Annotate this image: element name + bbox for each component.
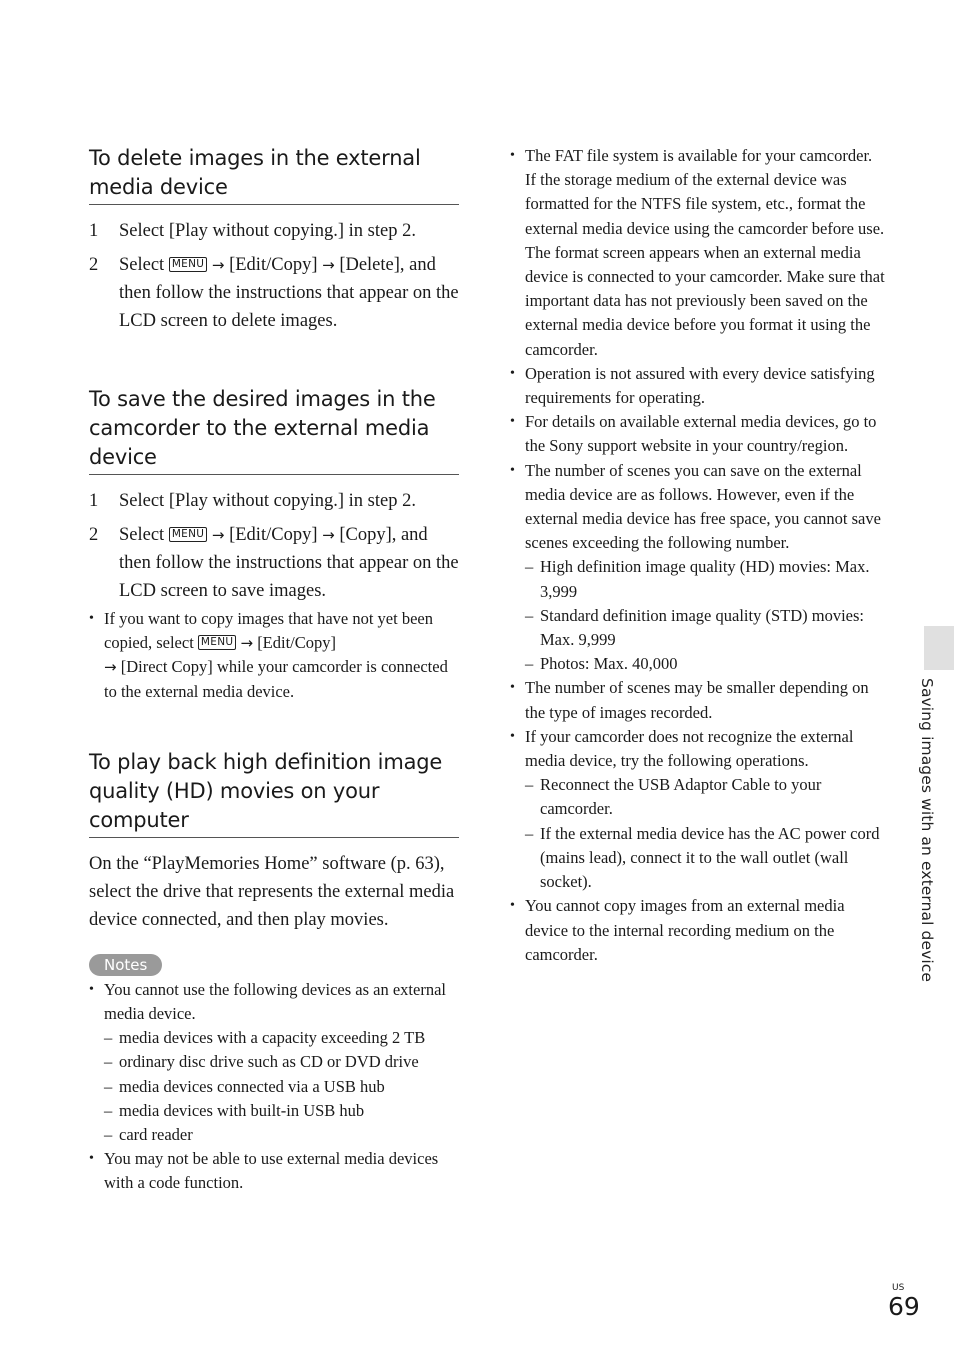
- list-item: • You cannot copy images from an external media device to the internal recording medium on the camcorder.: [510, 894, 885, 967]
- arrow-icon: →: [322, 256, 335, 274]
- page-number: 69: [888, 1292, 920, 1321]
- list-item: • The number of scenes you can save on the external media device are as follows. However, even if the external media device has free space, you cannot save scenes exceeding the following number. – High definition image quality (HD) movies: Max. 3,999 – Standard definition image quality (STD) movies: Max. 9,999 – Photos: Max. 40,000: [510, 459, 885, 677]
- step-2: 2 Select MENU → [Edit/Copy] → [Copy], and then follow the instructions that appear on the LCD screen to save images.: [89, 525, 459, 601]
- sub-list-item: – Photos: Max. 40,000: [525, 654, 678, 674]
- right-notes-list: [510, 144, 885, 967]
- section-heading-playback: To play back high definition image quality (HD) movies on your computer: [89, 748, 459, 838]
- list-item: • If you want to copy images that have not yet been copied, select MENU → [Edit/Copy] → [Direct Copy] while your camcorder is connected to the external media device.: [89, 607, 459, 704]
- arrow-icon: →: [211, 526, 225, 544]
- list-item: • The number of scenes may be smaller depending on the type of images recorded.: [510, 676, 885, 724]
- menu-key-icon: MENU: [169, 257, 207, 272]
- sub-list-item: – media devices with built-in USB hub: [104, 1100, 365, 1120]
- step-1: 1 Select [Play without copying.] in step 2.: [89, 491, 416, 511]
- steps-save: [89, 487, 459, 605]
- list-item: • You may not be able to use external media devices with a code function.: [89, 1147, 459, 1195]
- list-item: • You cannot use the following devices as an external media device. – media devices with a capacity exceeding 2 TB – ordinary disc drive such as CD or DVD drive – media devices connected via a USB hub – media devices with built-in USB hub – card reader: [89, 978, 459, 1147]
- notes-badge: Notes: [89, 954, 162, 976]
- notes-list: [89, 978, 459, 1196]
- step-1: 1 Select [Play without copying.] in step 2.: [89, 221, 416, 241]
- step-2: 2 Select MENU → [Edit/Copy] → [Delete], and then follow the instructions that appear on the LCD screen to delete images.: [89, 255, 459, 331]
- list-item: • For details on available external media devices, go to the Sony support website in your country/region.: [510, 410, 885, 458]
- sub-list-item: – ordinary disc drive such as CD or DVD drive: [104, 1052, 419, 1072]
- list-item: • Operation is not assured with every device satisfying requirements for operating.: [510, 362, 885, 410]
- sub-list-item: – Standard definition image quality (STD) movies: Max. 9,999: [525, 605, 864, 650]
- sub-list-item: – Reconnect the USB Adaptor Cable to your camcorder.: [525, 775, 822, 819]
- right-column: [510, 144, 885, 967]
- sub-list-item: – High definition image quality (HD) movies: Max. 3,999: [525, 557, 870, 601]
- menu-key-icon: MENU: [169, 527, 207, 542]
- chapter-tab: [924, 626, 954, 670]
- steps-delete: [89, 217, 459, 335]
- save-notes-list: [89, 607, 459, 704]
- sub-list-item: – media devices with a capacity exceeding 2 TB: [104, 1028, 426, 1048]
- sub-list: [525, 555, 885, 676]
- arrow-icon: →: [322, 526, 335, 544]
- chapter-label: Saving images with an external device: [918, 678, 936, 983]
- playback-body: On the “PlayMemories Home” software (p. 63), select the drive that represents the external media device connected, and then play movies.: [89, 853, 455, 930]
- list-item: • The FAT file system is available for your camcorder. If the storage medium of the external device was formatted for the NTFS file system, etc., format the external media device using the camcorder before use. The format screen appears when an external media device is connected to your camcorder. Make sure that important data has not previously been saved on the external media device before you format it using the camcorder.: [510, 144, 885, 362]
- menu-key-icon: MENU: [198, 635, 236, 650]
- sub-list-item: – If the external media device has the AC power cord (mains lead), connect it to the wall outlet (wall socket).: [525, 823, 880, 892]
- sub-list-item: – card reader: [104, 1125, 193, 1145]
- page-region: US: [892, 1283, 905, 1293]
- section-heading-delete: To delete images in the external media device: [89, 144, 459, 205]
- section-heading-save: To save the desired images in the camcorder to the external media device: [89, 385, 459, 475]
- left-column: [89, 144, 459, 1196]
- sub-list: [104, 1026, 459, 1147]
- sub-list: [525, 773, 885, 894]
- arrow-icon: →: [211, 256, 225, 274]
- arrow-icon: →: [104, 658, 117, 677]
- arrow-icon: →: [240, 634, 254, 653]
- list-item: • If your camcorder does not recognize the external media device, try the following operations. – Reconnect the USB Adaptor Cable to your camcorder. – If the external media device has the AC power cord (mains lead), connect it to the wall outlet (wall socket).: [510, 725, 885, 894]
- sub-list-item: – media devices connected via a USB hub: [104, 1076, 385, 1096]
